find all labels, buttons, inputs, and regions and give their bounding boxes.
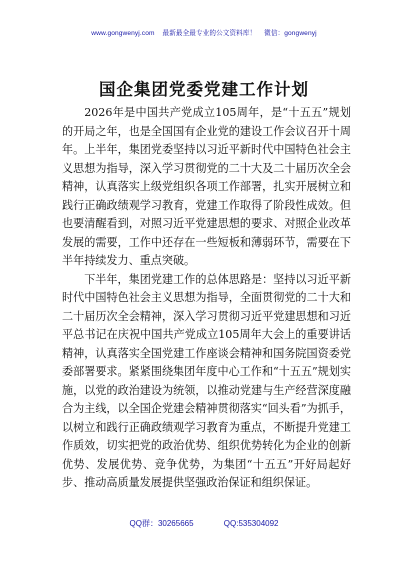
paragraph-1: 2026年是中国共产党成立105周年，是“十五五”规划的开局之年，也是全国国有企业党的建设工作会议召开十周年。上半年，集团党委坚持以习近平新时代中国特色社会主义思想为指导，深入学习贯彻党的二十大及二十届历次全会精神，认真落实上级党组织各项工作部署，扎实开展树立和践行正确政绩观学习教育，党建工作取得了阶段性成效。但也要清醒看到，对照习近平党建思想的要求、对照企业改革发展的需要，工作中还存在一些短板和薄弱环节，需要在下半年持续发力、重点突破。 (62, 106, 351, 267)
qq-group-number: QQ群：30265665 (129, 519, 194, 528)
qq-number: QQ:535304092 (223, 519, 279, 528)
site-tagline: 最新最全最专业的公文资料库！ (162, 30, 257, 37)
paragraph-2: 下半年，集团党建工作的总体思路是：坚持以习近平新时代中国特色社会主义思想为指导，全面贯彻党的二十大和二十届历次全会精神，深入学习贯彻习近平党建思想和习近平总书记在庆祝中国共产党成立105周年大会上的重要讲话精神，认真落实全国党建工作座谈会精神和国务院国资委党委部署要求。紧紧围绕集团年度中心工作和“十五五”规划实施，以党的政治建设为统领，以推动党建与生产经营深度融合为主线，以全国企党建会精神贯彻落实“回头看”为抓手，以树立和践行正确政绩观学习教育为重点，不断提升党建工作质效，切实把党的政治优势、组织优势转化为企业的创新优势、发展优势、竞争优势，为集团“十五五”开好局起好步、推动高质量发展提供坚强政治保证和组织保证。 (62, 272, 351, 489)
wechat-id: 微信：gongwenyj (264, 30, 317, 37)
contact-footer (0, 518, 408, 529)
document-body (62, 104, 351, 493)
site-url-link[interactable]: www.gongwenyj.com (91, 30, 155, 37)
document-title: 国企集团党委党建工作计划 (99, 80, 309, 99)
site-header (0, 27, 408, 37)
